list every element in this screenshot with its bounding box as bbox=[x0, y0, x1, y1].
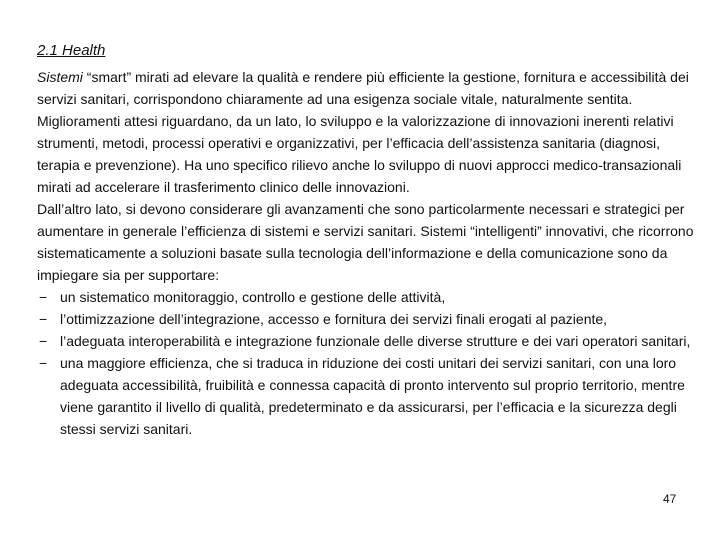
body-text bbox=[37, 66, 697, 440]
paragraph-1-text: “smart” mirati ad elevare la qualità e rendere più efficiente la gestione, fornitura e accessibilità dei servizi sanitari, corrispondono chiaramente ad una esigenza sociale vitale, naturalmente sentita. Miglioramenti attesi riguardano, da un lato, lo sviluppo e la valorizzazione di innovazioni inerenti relativi strumenti, metodi, processi operativi e organizzativi, per l’efficacia dell’assistenza sanitaria (diagnosi, terapia e prevenzione). Ha uno specifico rilievo anche lo sviluppo di nuovi approcci medico-transazionali mirati ad accelerare il trasferimento clinico delle innovazioni. bbox=[37, 69, 689, 195]
section-heading: 2.1 Health bbox=[37, 42, 106, 59]
page-number: 47 bbox=[663, 492, 677, 506]
bullet-item bbox=[37, 286, 697, 308]
bullet-text: l’adeguata interoperabilità e integrazione funzionale delle diverse strutture e dei vari operatori sanitari, bbox=[60, 333, 691, 349]
bullet-dash: − bbox=[39, 333, 48, 349]
bullet-dash: − bbox=[39, 289, 48, 305]
document-page bbox=[37, 38, 697, 440]
bullet-list bbox=[37, 286, 697, 440]
bullet-dash: − bbox=[39, 311, 48, 327]
bullet-text: un sistematico monitoraggio, controllo e gestione delle attività, bbox=[60, 289, 446, 305]
bullet-dash: − bbox=[39, 355, 48, 371]
paragraph-1 bbox=[37, 66, 697, 198]
bullet-item bbox=[37, 330, 697, 352]
bullet-text: l’ottimizzazione dell’integrazione, accesso e fornitura dei servizi finali erogati al paziente, bbox=[60, 311, 608, 327]
bullet-text: una maggiore efficienza, che si traduca in riduzione dei costi unitari dei servizi sanitari, con una loro adeguata accessibilità, fruibilità e connessa capacità di pronto intervento sul proprio territorio, mentre viene garantito il livello di qualità, predeterminato e da assicurarsi, per l’efficacia e la sicurezza degli stessi servizi sanitari. bbox=[60, 355, 685, 437]
paragraph-1-lead-word: Sistemi bbox=[37, 69, 83, 85]
paragraph-2: Dall’altro lato, si devono considerare gli avanzamenti che sono particolarmente necessari e strategici per aumentare in generale l’efficienza di sistemi e servizi sanitari. Sistemi “intelligenti” innovativi, che ricorrono sistematicamente a soluzioni basate sulla tecnologia dell’informazione e della comunicazione sono da impiegare sia per supportare: bbox=[37, 201, 694, 283]
bullet-item bbox=[37, 352, 697, 440]
bullet-item bbox=[37, 308, 697, 330]
